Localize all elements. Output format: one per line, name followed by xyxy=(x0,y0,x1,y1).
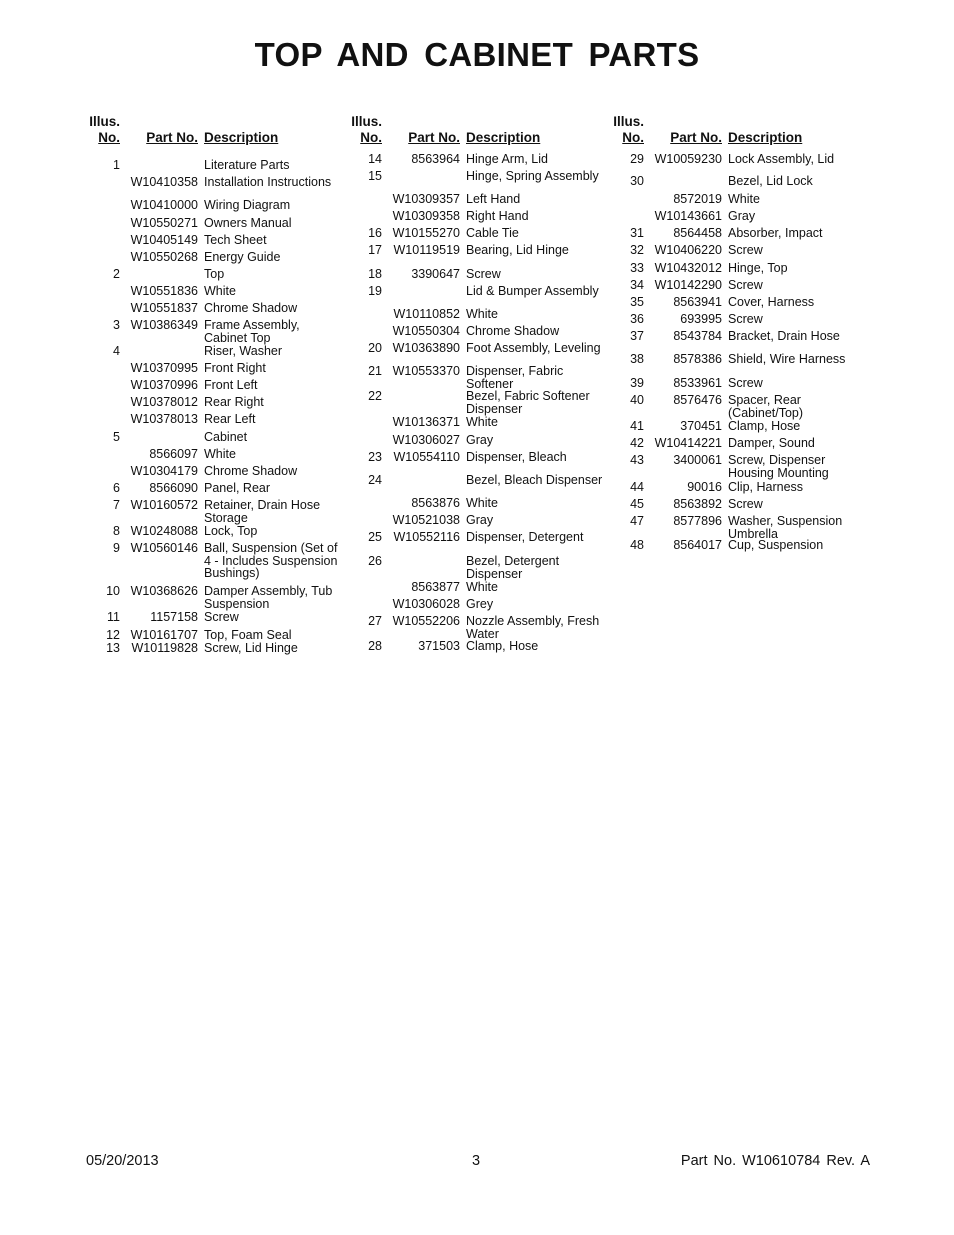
part-number: W10119828 xyxy=(131,641,198,655)
illus-number: 35 xyxy=(630,295,644,309)
illus-number: 34 xyxy=(630,278,644,292)
part-description: Owners Manual xyxy=(204,216,292,230)
illus-number: 8 xyxy=(113,524,120,538)
part-description: Tech Sheet xyxy=(204,233,267,247)
illus-number: 23 xyxy=(368,450,382,464)
part-description: Panel, Rear xyxy=(204,481,271,495)
part-description: Screw xyxy=(728,497,763,511)
part-number: 8566090 xyxy=(149,481,198,495)
part-description: Screw xyxy=(466,267,501,281)
part-description: Damper, Sound xyxy=(728,436,815,450)
part-number: W10410000 xyxy=(130,198,198,212)
illus-number: 37 xyxy=(630,329,644,343)
part-number: W10161707 xyxy=(130,628,198,642)
illus-number: 7 xyxy=(113,498,120,512)
illus-number: 42 xyxy=(630,436,644,450)
part-description: Lid & Bumper Assembly xyxy=(466,284,599,298)
illus-number: 31 xyxy=(630,226,644,240)
part-number: 8543784 xyxy=(673,329,722,343)
part-description: Hinge, Top xyxy=(728,261,788,275)
footer-date: 05/20/2013 xyxy=(86,1153,159,1169)
part-number: 3390647 xyxy=(411,267,460,281)
part-number: W10309358 xyxy=(392,209,460,223)
part-number: W10414221 xyxy=(654,436,722,450)
part-description: Frame Assembly, Cabinet Top xyxy=(204,318,300,345)
part-description: Clamp, Hose xyxy=(728,419,801,433)
part-number: W10550268 xyxy=(130,250,198,264)
part-number: W10552116 xyxy=(393,530,460,544)
illus-number: 11 xyxy=(107,610,120,624)
part-description: Hinge Arm, Lid xyxy=(466,152,548,166)
part-number: W10110852 xyxy=(393,307,460,321)
part-number: W10370995 xyxy=(130,361,198,375)
part-number: W10378012 xyxy=(130,395,198,409)
illus-number: 18 xyxy=(368,267,382,281)
illus-header-line1: Illus. xyxy=(89,114,120,129)
part-description: Literature Parts xyxy=(204,158,290,172)
illus-number: 13 xyxy=(106,641,120,655)
part-number: 1157158 xyxy=(150,610,198,624)
illus-number: 9 xyxy=(113,541,120,555)
part-number: 8563941 xyxy=(673,295,722,309)
part-number: W10142290 xyxy=(654,278,722,292)
illus-number: 1 xyxy=(113,158,120,172)
description-header: Description xyxy=(728,130,803,145)
part-description: Clamp, Hose xyxy=(466,639,539,653)
illus-number: 47 xyxy=(630,514,644,528)
part-description: Front Left xyxy=(204,378,258,392)
part-description: Hinge, Spring Assembly xyxy=(466,169,599,183)
part-description: Installation Instructions xyxy=(204,175,332,189)
part-description: Cable Tie xyxy=(466,226,519,240)
part-description: Front Right xyxy=(204,361,266,375)
part-number: W10386349 xyxy=(130,318,198,332)
illus-number: 26 xyxy=(368,554,382,568)
part-description: White xyxy=(204,447,236,461)
part-description: White xyxy=(466,415,498,429)
part-description: White xyxy=(728,192,760,206)
part-no-header: Part No. xyxy=(146,130,198,145)
illus-number: 19 xyxy=(368,284,382,298)
part-description: Cover, Harness xyxy=(728,295,815,309)
part-description: Washer, Suspension Umbrella xyxy=(728,514,843,541)
part-number: 693995 xyxy=(680,312,722,326)
part-number: 8564458 xyxy=(673,226,722,240)
part-number: W10432012 xyxy=(654,261,722,275)
part-description: Riser, Washer xyxy=(204,344,283,358)
illus-number: 30 xyxy=(630,174,644,188)
part-number: W10306027 xyxy=(392,433,460,447)
part-number: W10551837 xyxy=(130,301,198,315)
part-description: Rear Left xyxy=(204,412,256,426)
illus-number: 44 xyxy=(630,480,644,494)
illus-number: 21 xyxy=(368,364,382,378)
part-number: W10143661 xyxy=(654,209,722,223)
part-number: 8533961 xyxy=(673,376,722,390)
part-description: Gray xyxy=(728,209,756,223)
part-description: White xyxy=(466,496,498,510)
footer-part-number: Part No. W10610784 Rev. A xyxy=(680,1153,870,1169)
part-description: Nozzle Assembly, Fresh Water xyxy=(466,614,600,641)
part-description: Gray xyxy=(466,513,494,527)
illus-number: 16 xyxy=(368,226,382,240)
illus-number: 2 xyxy=(113,267,120,281)
part-number: 8563892 xyxy=(673,497,722,511)
page-title: TOP AND CABINET PARTS xyxy=(254,36,700,73)
part-description: Top xyxy=(204,267,225,281)
part-description: Top, Foam Seal xyxy=(204,628,292,642)
illus-number: 10 xyxy=(106,584,120,598)
illus-number: 12 xyxy=(106,628,120,642)
illus-header-line1: Illus. xyxy=(613,114,644,129)
illus-number: 20 xyxy=(368,341,382,355)
footer-page-number: 3 xyxy=(472,1153,481,1169)
part-number: 8566097 xyxy=(149,447,198,461)
part-number: W10248088 xyxy=(130,524,198,538)
part-description: Bezel, Detergent Dispenser xyxy=(466,554,560,581)
part-description: Left Hand xyxy=(466,192,521,206)
part-description: Screw xyxy=(728,312,763,326)
part-number: 8563964 xyxy=(411,152,460,166)
part-description: Screw xyxy=(728,278,763,292)
illus-number: 17 xyxy=(368,243,382,257)
part-number: W10551836 xyxy=(130,284,198,298)
illus-number: 48 xyxy=(630,538,644,552)
part-description: Lock, Top xyxy=(204,524,258,538)
part-number: W10378013 xyxy=(130,412,198,426)
part-number: 8572019 xyxy=(673,192,722,206)
part-number: W10136371 xyxy=(392,415,460,429)
part-description: Cabinet xyxy=(204,430,248,444)
part-number: 370451 xyxy=(680,419,722,433)
part-description: Chrome Shadow xyxy=(204,301,298,315)
part-description: Ball, Suspension (Set of 4 - Includes Suspension Bushings) xyxy=(204,541,338,580)
part-description: Bearing, Lid Hinge xyxy=(466,243,569,257)
part-number: W10405149 xyxy=(130,233,198,247)
part-description: Dispenser, Detergent xyxy=(466,530,584,544)
part-description: Wiring Diagram xyxy=(204,198,291,212)
part-description: Damper Assembly, Tub Suspension xyxy=(204,584,333,611)
part-number: W10521038 xyxy=(392,513,460,527)
illus-number: 3 xyxy=(113,318,120,332)
part-number: W10410358 xyxy=(130,175,198,189)
illus-number: 25 xyxy=(368,530,382,544)
description-header: Description xyxy=(204,130,279,145)
part-description: Screw, Lid Hinge xyxy=(204,641,298,655)
part-description: Screw xyxy=(728,243,763,257)
part-description: Bezel, Bleach Dispenser xyxy=(466,473,603,487)
part-number: W10554110 xyxy=(393,450,460,464)
part-description: Foot Assembly, Leveling xyxy=(466,341,601,355)
illus-number: 14 xyxy=(368,152,382,166)
illus-number: 4 xyxy=(113,344,120,358)
part-description: Bezel, Fabric Softener Dispenser xyxy=(466,389,590,416)
illus-number: 5 xyxy=(113,430,120,444)
part-number: 371503 xyxy=(418,639,460,653)
part-description: Clip, Harness xyxy=(728,480,804,494)
part-description: Chrome Shadow xyxy=(204,464,298,478)
part-number: W10368626 xyxy=(130,584,198,598)
part-number: W10406220 xyxy=(654,243,722,257)
part-no-header: Part No. xyxy=(408,130,460,145)
part-number: 8563876 xyxy=(411,496,460,510)
part-number: W10550271 xyxy=(130,216,198,230)
part-description: Grey xyxy=(466,597,494,611)
part-number: W10306028 xyxy=(392,597,460,611)
part-description: Screw, Dispenser Housing Mounting xyxy=(728,453,829,480)
part-description: White xyxy=(204,284,236,298)
part-number: W10155270 xyxy=(392,226,460,240)
description-header: Description xyxy=(466,130,541,145)
illus-header-line2: No. xyxy=(98,130,120,145)
part-number: W10304179 xyxy=(130,464,198,478)
part-number: W10160572 xyxy=(130,498,198,512)
illus-number: 33 xyxy=(630,261,644,275)
illus-number: 41 xyxy=(630,419,644,433)
illus-number: 39 xyxy=(630,376,644,390)
part-description: Right Hand xyxy=(466,209,529,223)
part-number: W10550304 xyxy=(392,324,460,338)
part-number: W10059230 xyxy=(654,152,722,166)
part-number: 8563877 xyxy=(411,580,460,594)
illus-number: 32 xyxy=(630,243,644,257)
part-number: 8577896 xyxy=(673,514,722,528)
illus-number: 22 xyxy=(368,389,382,403)
illus-number: 6 xyxy=(113,481,120,495)
part-description: Bezel, Lid Lock xyxy=(728,174,813,188)
illus-header-line2: No. xyxy=(622,130,644,145)
part-description: Shield, Wire Harness xyxy=(728,352,846,366)
part-number: W10552206 xyxy=(392,614,460,628)
part-description: Absorber, Impact xyxy=(728,226,823,240)
part-description: Bracket, Drain Hose xyxy=(728,329,840,343)
part-description: Screw xyxy=(728,376,763,390)
part-description: Lock Assembly, Lid xyxy=(728,152,835,166)
illus-number: 43 xyxy=(630,453,644,467)
illus-number: 27 xyxy=(368,614,382,628)
part-no-header: Part No. xyxy=(670,130,722,145)
part-description: Chrome Shadow xyxy=(466,324,560,338)
illus-number: 28 xyxy=(368,639,382,653)
part-number: 8576476 xyxy=(673,393,722,407)
part-description: White xyxy=(466,307,498,321)
part-description: Gray xyxy=(466,433,494,447)
illus-number: 45 xyxy=(630,497,644,511)
part-number: W10560146 xyxy=(130,541,198,555)
part-number: W10119519 xyxy=(393,243,460,257)
illus-number: 38 xyxy=(630,352,644,366)
part-number: W10553370 xyxy=(392,364,460,378)
part-number: W10363890 xyxy=(392,341,460,355)
part-number: 3400061 xyxy=(673,453,722,467)
illus-number: 36 xyxy=(630,312,644,326)
illus-header-line2: No. xyxy=(360,130,382,145)
part-description: Spacer, Rear (Cabinet/Top) xyxy=(728,393,804,420)
part-description: Retainer, Drain Hose Storage xyxy=(204,498,321,525)
part-description: Screw xyxy=(204,610,239,624)
part-number: W10309357 xyxy=(392,192,460,206)
part-description: Dispenser, Fabric Softener xyxy=(466,364,564,391)
part-description: Cup, Suspension xyxy=(728,538,824,552)
part-description: Energy Guide xyxy=(204,250,281,264)
illus-number: 40 xyxy=(630,393,644,407)
part-number: 8564017 xyxy=(673,538,722,552)
part-number: W10370996 xyxy=(130,378,198,392)
part-number: 8578386 xyxy=(673,352,722,366)
illus-number: 29 xyxy=(630,152,644,166)
part-description: Dispenser, Bleach xyxy=(466,450,567,464)
part-description: White xyxy=(466,580,498,594)
illus-number: 15 xyxy=(368,169,382,183)
illus-header-line1: Illus. xyxy=(351,114,382,129)
illus-number: 24 xyxy=(368,473,382,487)
part-description: Rear Right xyxy=(204,395,264,409)
part-number: 90016 xyxy=(687,480,722,494)
